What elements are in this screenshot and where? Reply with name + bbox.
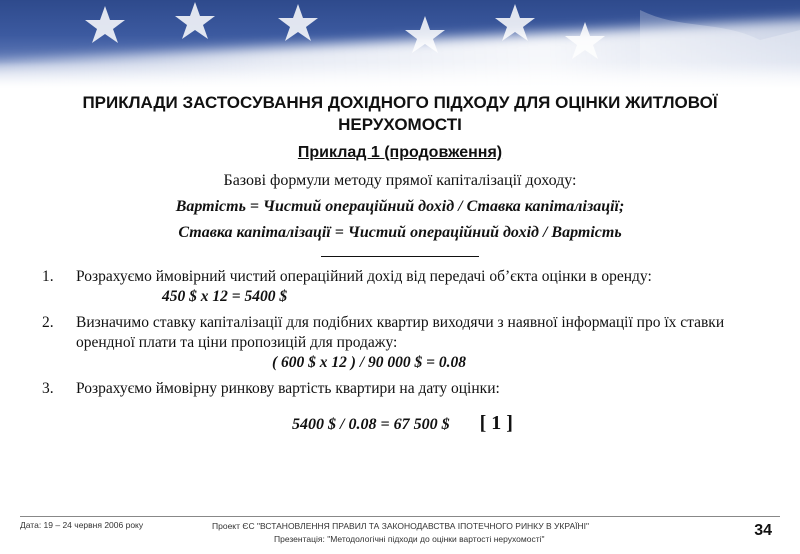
section-divider xyxy=(321,256,479,257)
star-icon xyxy=(278,4,318,41)
step-text xyxy=(76,267,740,307)
eu-flag-banner xyxy=(0,0,800,88)
step-calc: ( 600 $ х 12 ) / 90 000 $ = 0.08 xyxy=(272,354,466,371)
footer-project xyxy=(212,520,682,546)
final-result xyxy=(0,411,800,437)
reference-mark: [ 1 ] xyxy=(479,412,513,434)
star-icon xyxy=(85,6,125,43)
formula-value: Вартість = Чистий операційний дохід / Ставка капіталізації; xyxy=(175,198,625,215)
slide-subtitle: Приклад 1 (продовження) xyxy=(297,144,503,161)
star-icon xyxy=(405,16,445,53)
formula-rate: Ставка капіталізації = Чистий операційний дохід / Вартість xyxy=(178,224,622,241)
step-number: 3. xyxy=(42,380,54,397)
footer-project-line1: Проект ЄС "ВСТАНОВЛЕННЯ ПРАВИЛ ТА ЗАКОНОДАВСТВА ІПОТЕЧНОГО РИНКУ В УКРАЇНІ" xyxy=(212,521,590,531)
slide-content xyxy=(0,92,800,437)
formula-intro: Базові формули методу прямої капіталізації доходу: xyxy=(223,172,577,189)
star-icon xyxy=(495,4,535,41)
star-icon xyxy=(175,2,215,39)
page-number: 34 xyxy=(754,522,772,539)
slide-title: ПРИКЛАДИ ЗАСТОСУВАННЯ ДОХІДНОГО ПІДХОДУ ДЛЯ ОЦІНКИ ЖИТЛОВОЇ НЕРУХОМОСТІ xyxy=(82,93,718,134)
footer-project-line2: Презентація: "Методологічні підходи до оцінки вартості нерухомості" xyxy=(274,534,545,544)
list-item xyxy=(42,267,740,307)
list-item xyxy=(42,379,740,399)
step-number: 1. xyxy=(42,268,54,285)
banner-fade xyxy=(0,62,800,88)
final-calc: 5400 $ / 0.08 = 67 500 $ xyxy=(292,416,450,433)
step-description: Розрахуємо ймовірну ринкову вартість квартири на дату оцінки: xyxy=(76,380,500,397)
step-number: 2. xyxy=(42,314,54,331)
list-item xyxy=(42,313,740,353)
footer-date: Дата: 19 – 24 червня 2006 року xyxy=(20,520,144,530)
step-description: Визначимо ставку капіталізації для подібних квартир виходячи з наявної інформації про їх ставки орендної плати та ціни пропозицій для продажу: xyxy=(76,314,725,351)
footer-divider xyxy=(20,516,780,517)
star-icon xyxy=(565,22,605,59)
steps-list xyxy=(42,267,740,399)
step-calc: 450 $ х 12 = 5400 $ xyxy=(162,288,288,305)
step-description: Розрахуємо ймовірний чистий операційний дохід від передачі об’єкта оцінки в оренду: xyxy=(76,268,652,285)
